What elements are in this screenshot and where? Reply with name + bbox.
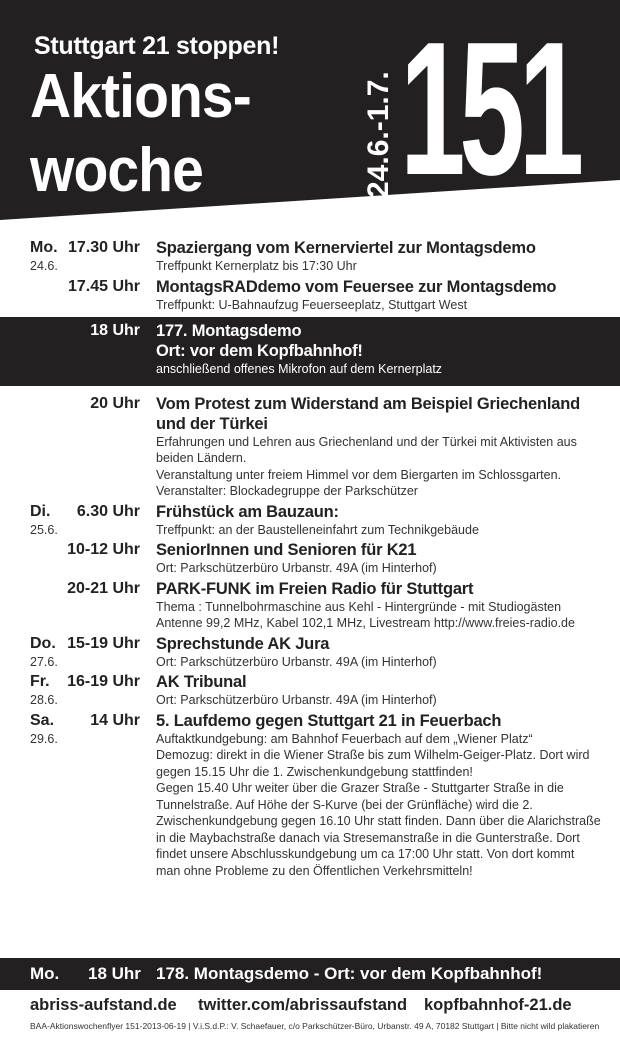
event-time: 10-12 Uhr <box>67 541 140 558</box>
event-list <box>0 238 620 881</box>
footer-bar <box>0 958 620 990</box>
link-twitter[interactable]: twitter.com/abrissaufstand <box>198 996 408 1014</box>
event-item <box>0 238 620 275</box>
event-title: PARK-FUNK im Freien Radio für Stuttgart <box>156 579 474 598</box>
event-when <box>30 394 140 414</box>
event-title: MontagsRADdemo vom Feuersee zur Montagsdemo <box>156 277 557 296</box>
event-title: AK Tribunal <box>156 673 247 691</box>
event-date: 29.6. <box>30 731 58 746</box>
event-description: Demozug: direkt in die Wiener Straße bis zum Wilhelm-Geiger-Platz. Dort wird gegen 15.15 Uhr die 1. Zwischenkundgebung stattfinden! <box>156 748 590 779</box>
event-description: Antenne 99,2 MHz, Kabel 102,1 MHz, Livestream http://www.freies-radio.de <box>156 616 575 630</box>
event-description: Ort: Parkschützerbüro Urbanstr. 49A (im Hinterhof) <box>156 654 437 669</box>
event-description: anschließend offenes Mikrofon auf dem Kernerplatz <box>156 362 443 376</box>
event-item <box>0 579 620 632</box>
event-when <box>30 277 140 297</box>
event-time: 20-21 Uhr <box>67 579 140 597</box>
event-description: Veranstaltung unter freiem Himmel vor dem Biergarten im Schlossgarten. <box>156 467 562 482</box>
event-time: 18 Uhr <box>90 322 140 339</box>
event-description: Veranstalter: Blockadegruppe der Parkschützer <box>156 484 418 498</box>
event-title: Frühstück am Bauzaun: <box>156 502 339 521</box>
event-title: Sprechstunde AK Jura <box>156 634 330 653</box>
event-description: Erfahrungen und Lehren aus Griechenland und der Türkei mit Aktivisten aus beiden Ländern. <box>156 434 577 465</box>
event-description: Ort: Parkschützerbüro Urbanstr. 49A (im Hinterhof) <box>156 561 437 575</box>
event-date: 28.6. <box>30 693 58 707</box>
event-time: 6.30 Uhr <box>76 502 140 520</box>
event-time: 14 Uhr <box>90 711 140 729</box>
event-day: Di. <box>30 502 51 520</box>
event-when <box>30 579 140 599</box>
event-day: Mo. <box>30 239 58 256</box>
header-number: 151 <box>400 3 578 215</box>
event-description: Treffpunkt Kernerplatz bis 17:30 Uhr <box>156 259 357 273</box>
event-time: 15-19 Uhr <box>67 634 140 652</box>
event-item <box>0 394 620 500</box>
event-description: Auftaktkundgebung: am Bahnhof Feuerbach auf dem „Wiener Platz“ <box>156 731 533 746</box>
header-subtitle: Stuttgart 21 stoppen! <box>34 32 280 60</box>
event-description: Ort: Parkschützerbüro Urbanstr. 49A (im Hinterhof) <box>156 693 437 707</box>
event-item <box>0 321 620 378</box>
event-description: Treffpunkt: U-Bahnaufzug Feuerseeplatz, Stuttgart West <box>156 297 468 312</box>
link-kopfbahnhof[interactable]: kopfbahnhof-21.de <box>424 996 572 1014</box>
highlight-band <box>0 317 620 386</box>
impressum: BAA-Aktionswochenflyer 151-2013-06-19 | V.i.S.d.P.: V. Schaefauer, c/o Parkschützer-Büro, Urbanstr. 49 A, 70182 Stuttgart | Bitte nicht wild plakatieren <box>30 1021 600 1031</box>
event-item <box>0 540 620 577</box>
event-item <box>0 634 620 671</box>
event-item <box>0 711 620 880</box>
event-description: Thema : Tunnelbohrmaschine aus Kehl - Hintergründe - mit Studiogästen <box>156 599 562 614</box>
event-title: Vom Protest zum Widerstand am Beispiel Griechenland und der Türkei <box>156 394 580 433</box>
link-abriss-aufstand[interactable]: abriss-aufstand.de <box>30 996 177 1014</box>
event-time: 16-19 Uhr <box>67 673 140 690</box>
event-day: Fr. <box>30 673 50 690</box>
event-time: 20 Uhr <box>90 394 140 412</box>
footer-day: Mo. <box>30 964 60 983</box>
event-location: Ort: vor dem Kopfbahnhof! <box>156 342 363 360</box>
event-date: 25.6. <box>30 522 58 537</box>
header-title-line1: Aktions- <box>30 62 251 131</box>
event-when <box>30 238 140 258</box>
event-when <box>30 634 140 654</box>
event-time: 17.45 Uhr <box>67 277 140 295</box>
footer-title: 178. Montagsdemo - Ort: vor dem Kopfbahnhof! <box>156 964 543 983</box>
event-title: SeniorInnen und Senioren für K21 <box>156 541 417 559</box>
event-day: Do. <box>30 634 56 652</box>
header-title-line2: woche <box>30 136 203 205</box>
event-when <box>30 711 140 731</box>
event-title: Spaziergang vom Kernerviertel zur Montagsdemo <box>156 239 536 257</box>
event-when <box>30 321 140 341</box>
event-description: Treffpunkt: an der Baustelleneinfahrt zum Technikgebäude <box>156 522 479 537</box>
event-date: 24.6. <box>30 259 58 273</box>
event-day: Sa. <box>30 711 55 729</box>
event-time: 17.30 Uhr <box>67 239 140 256</box>
event-when <box>30 540 140 560</box>
event-description: Gegen 15.40 Uhr weiter über die Grazer Straße - Stuttgarter Straße in die Tunnelstraße. Auf Höhe der S-Kurve (bei der Grünfläche) wird die 2. Zwischenkundgebung gegen 16.10 Uhr statt finden. Dann über die Alarichstraße in die Maybachstraße danach via Stresemanstraße in die Gunterstraße. Dort findet unsere Abschlusskundgebung um ca 17:00 Uhr statt. Von dort kommt man ohne Probleme zu den Öffentlichen Verkehrsmitteln! <box>156 781 601 878</box>
footer-time: 18 Uhr <box>88 964 141 983</box>
header <box>0 0 620 245</box>
event-title: 177. Montagsdemo <box>156 322 302 340</box>
event-item <box>0 502 620 539</box>
event-item <box>0 672 620 709</box>
header-dates: 24.6.-1.7. <box>362 71 395 198</box>
event-title: 5. Laufdemo gegen Stuttgart 21 in Feuerbach <box>156 711 502 730</box>
event-item <box>0 277 620 314</box>
event-date: 27.6. <box>30 654 58 669</box>
event-when <box>30 672 140 692</box>
event-when <box>30 502 140 522</box>
